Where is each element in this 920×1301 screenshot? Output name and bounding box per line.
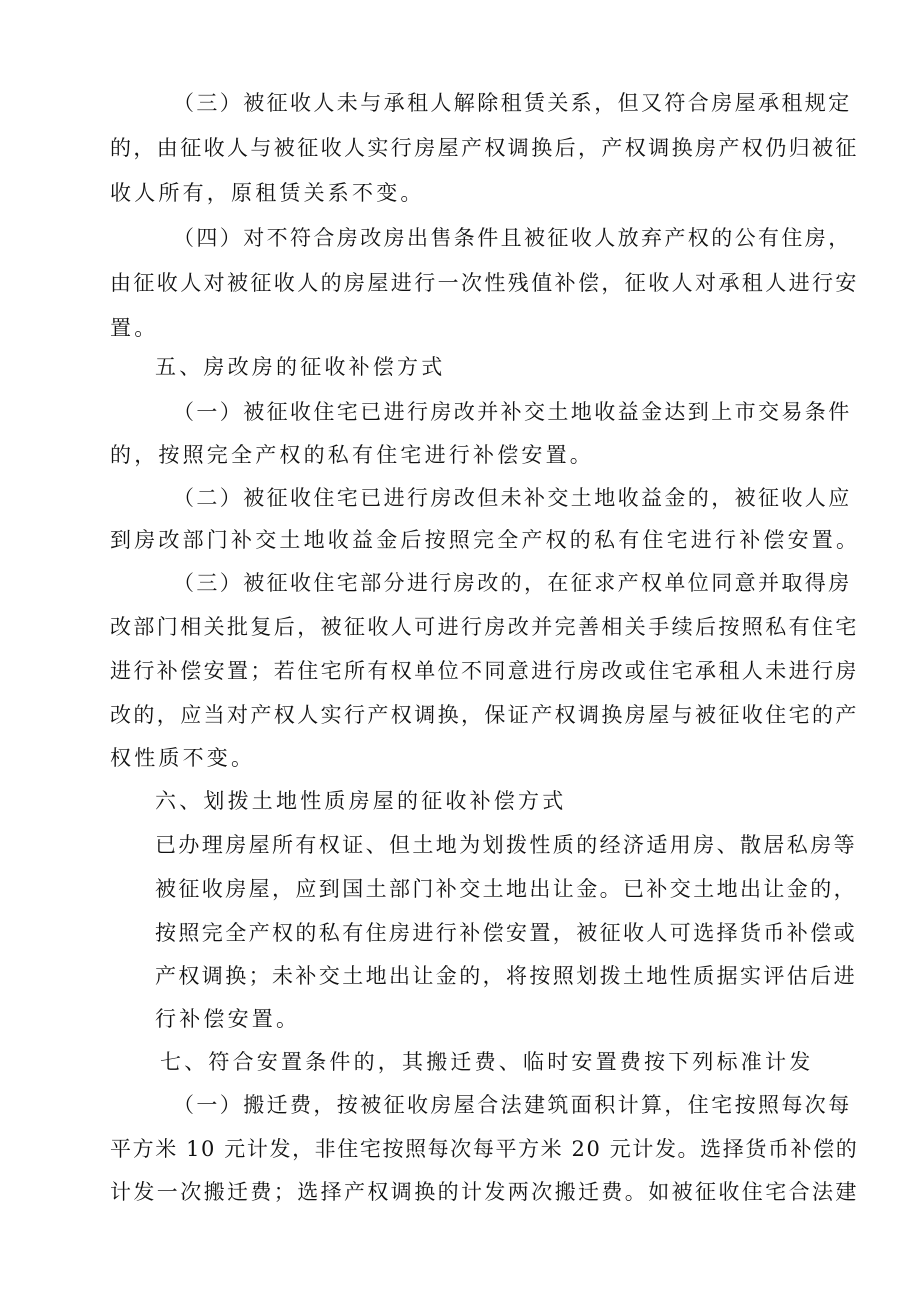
paragraph-line: （二）被征收住宅已进行房改但未补交土地收益金的，被征收人应 (173, 486, 852, 510)
paragraph-line: 改的，应当对产权人实行产权调换，保证产权调换房屋与被征收住宅的产 (110, 703, 859, 727)
section-heading: 五、房改房的征收补偿方式 (155, 355, 446, 379)
paragraph-line: 收人所有，原租赁关系不变。 (110, 181, 425, 205)
paragraph-line: 由征收人对被征收人的房屋进行一次性残值补偿，征收人对承租人进行安 (110, 271, 859, 295)
paragraph-line: （三）被征收人未与承租人解除租赁关系，但又符合房屋承租规定 (173, 91, 852, 115)
paragraph-line: 的，由征收人与被征收人实行房屋产权调换后，产权调换房产权仍归被征 (110, 136, 859, 160)
paragraph-line: 产权调换；未补交土地出让金的，将按照划拨土地性质据实评估后进 (155, 964, 857, 988)
paragraph-line: 置。 (110, 316, 159, 340)
paragraph-line: 按照完全产权的私有住房进行补偿安置，被征收人可选择货币补偿或 (155, 921, 857, 945)
paragraph-line: 进行补偿安置；若住宅所有权单位不同意进行房改或住宅承租人未进行房 (110, 659, 859, 683)
section-heading: 七、符合安置条件的，其搬迁费、临时安置费按下列标准计发 (160, 1050, 814, 1074)
paragraph-line: 行补偿安置。 (155, 1007, 301, 1031)
paragraph-line: 被征收房屋，应到国土部门补交土地出让金。已补交土地出让金的， (155, 877, 857, 901)
paragraph-line: 改部门相关批复后，被征收人可进行房改并完善相关手续后按照私有住宅 (110, 615, 859, 639)
paragraph-line: 平方米 10 元计发，非住宅按照每次每平方米 20 元计发。选择货币补偿的 (110, 1137, 859, 1161)
paragraph-line: 到房改部门补交土地收益金后按照完全产权的私有住宅进行补偿安置。 (110, 528, 861, 552)
paragraph-line: （四）对不符合房改房出售条件且被征收人放弃产权的公有住房， (173, 226, 852, 250)
paragraph-line: 计发一次搬迁费；选择产权调换的计发两次搬迁费。如被征收住宅合法建 (110, 1180, 859, 1204)
paragraph-line: 已办理房屋所有权证、但土地为划拨性质的经济适用房、散居私房等 (155, 833, 857, 857)
paragraph-line: （一）搬迁费，按被征收房屋合法建筑面积计算，住宅按照每次每 (173, 1093, 852, 1117)
paragraph-line: 的，按照完全产权的私有住宅进行补偿安置。 (110, 443, 594, 467)
paragraph-line: 权性质不变。 (110, 746, 256, 770)
paragraph-line: （三）被征收住宅部分进行房改的，在征求产权单位同意并取得房 (173, 571, 852, 595)
section-heading: 六、划拨土地性质房屋的征收补偿方式 (155, 789, 567, 813)
paragraph-line: （一）被征收住宅已进行房改并补交土地收益金达到上市交易条件 (173, 400, 852, 424)
